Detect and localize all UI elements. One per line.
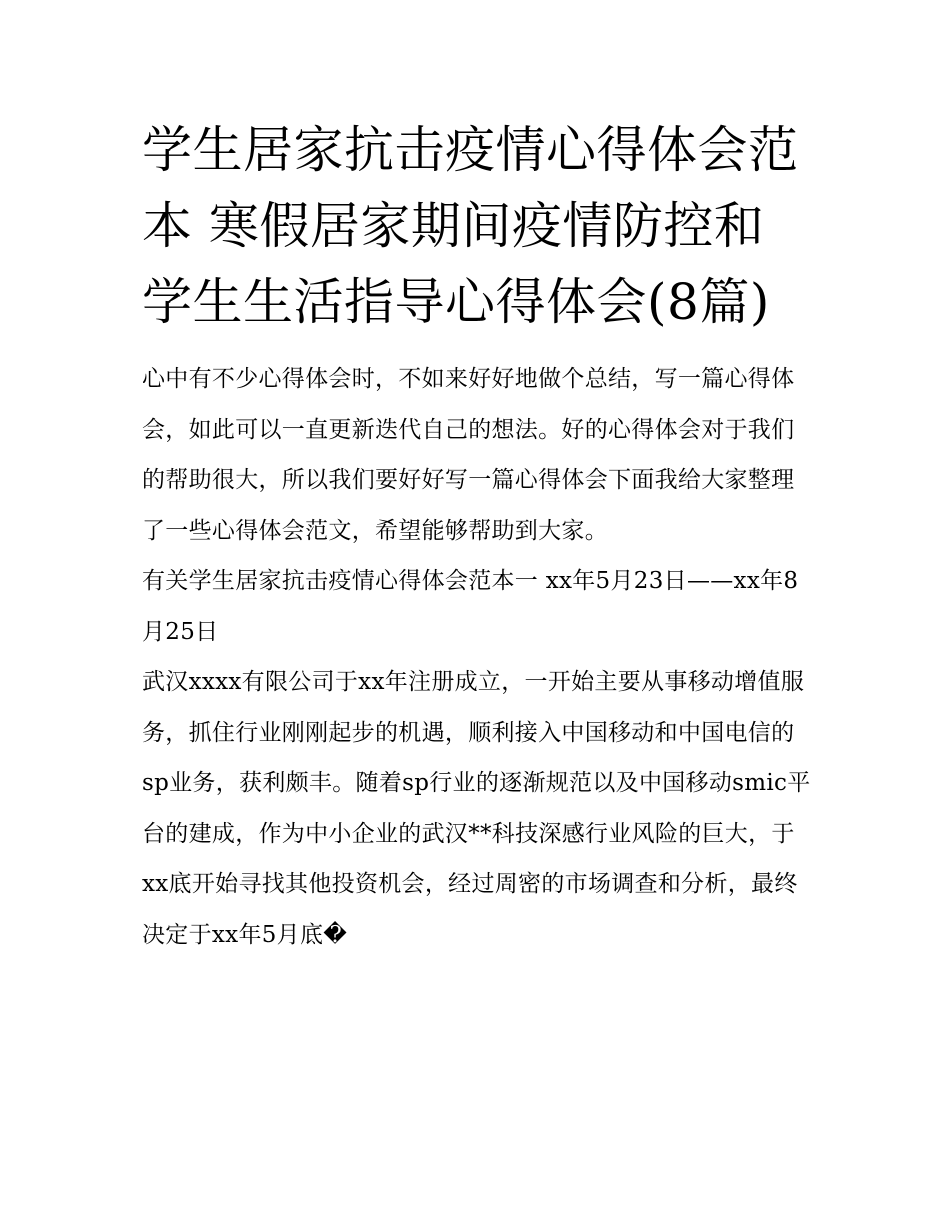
paragraph-list: [142, 354, 812, 960]
body-paragraph: 武汉xxxx有限公司于xx年注册成立，一开始主要从事移动增值服务，抓住行业刚刚起步的机遇，顺利接入中国移动和中国电信的sp业务，获利颇丰。随着sp行业的逐渐规范以及中国移动smic平台的建成，作为中小企业的武汉**科技深感行业风险的巨大，于xx底开始寻找其他投资机会，经过周密的市场调查和分析，最终决定于xx年5月底�: [142, 669, 811, 948]
document-title: 学生居家抗击疫情心得体会范本 寒假居家期间疫情防控和学生生活指导心得体会(8篇): [142, 121, 799, 331]
section-heading-paragraph: 有关学生居家抗击疫情心得体会范本一 xx年5月23日——xx年8月25日: [142, 568, 799, 645]
intro-paragraph: 心中有不少心得体会时，不如来好好地做个总结，写一篇心得体会，如此可以一直更新迭代自己的想法。好的心得体会对于我们的帮助很大，所以我们要好好写一篇心得体会下面我给大家整理了一些心得体会范文，希望能够帮助到大家。: [142, 366, 795, 544]
document-body: [142, 112, 812, 960]
